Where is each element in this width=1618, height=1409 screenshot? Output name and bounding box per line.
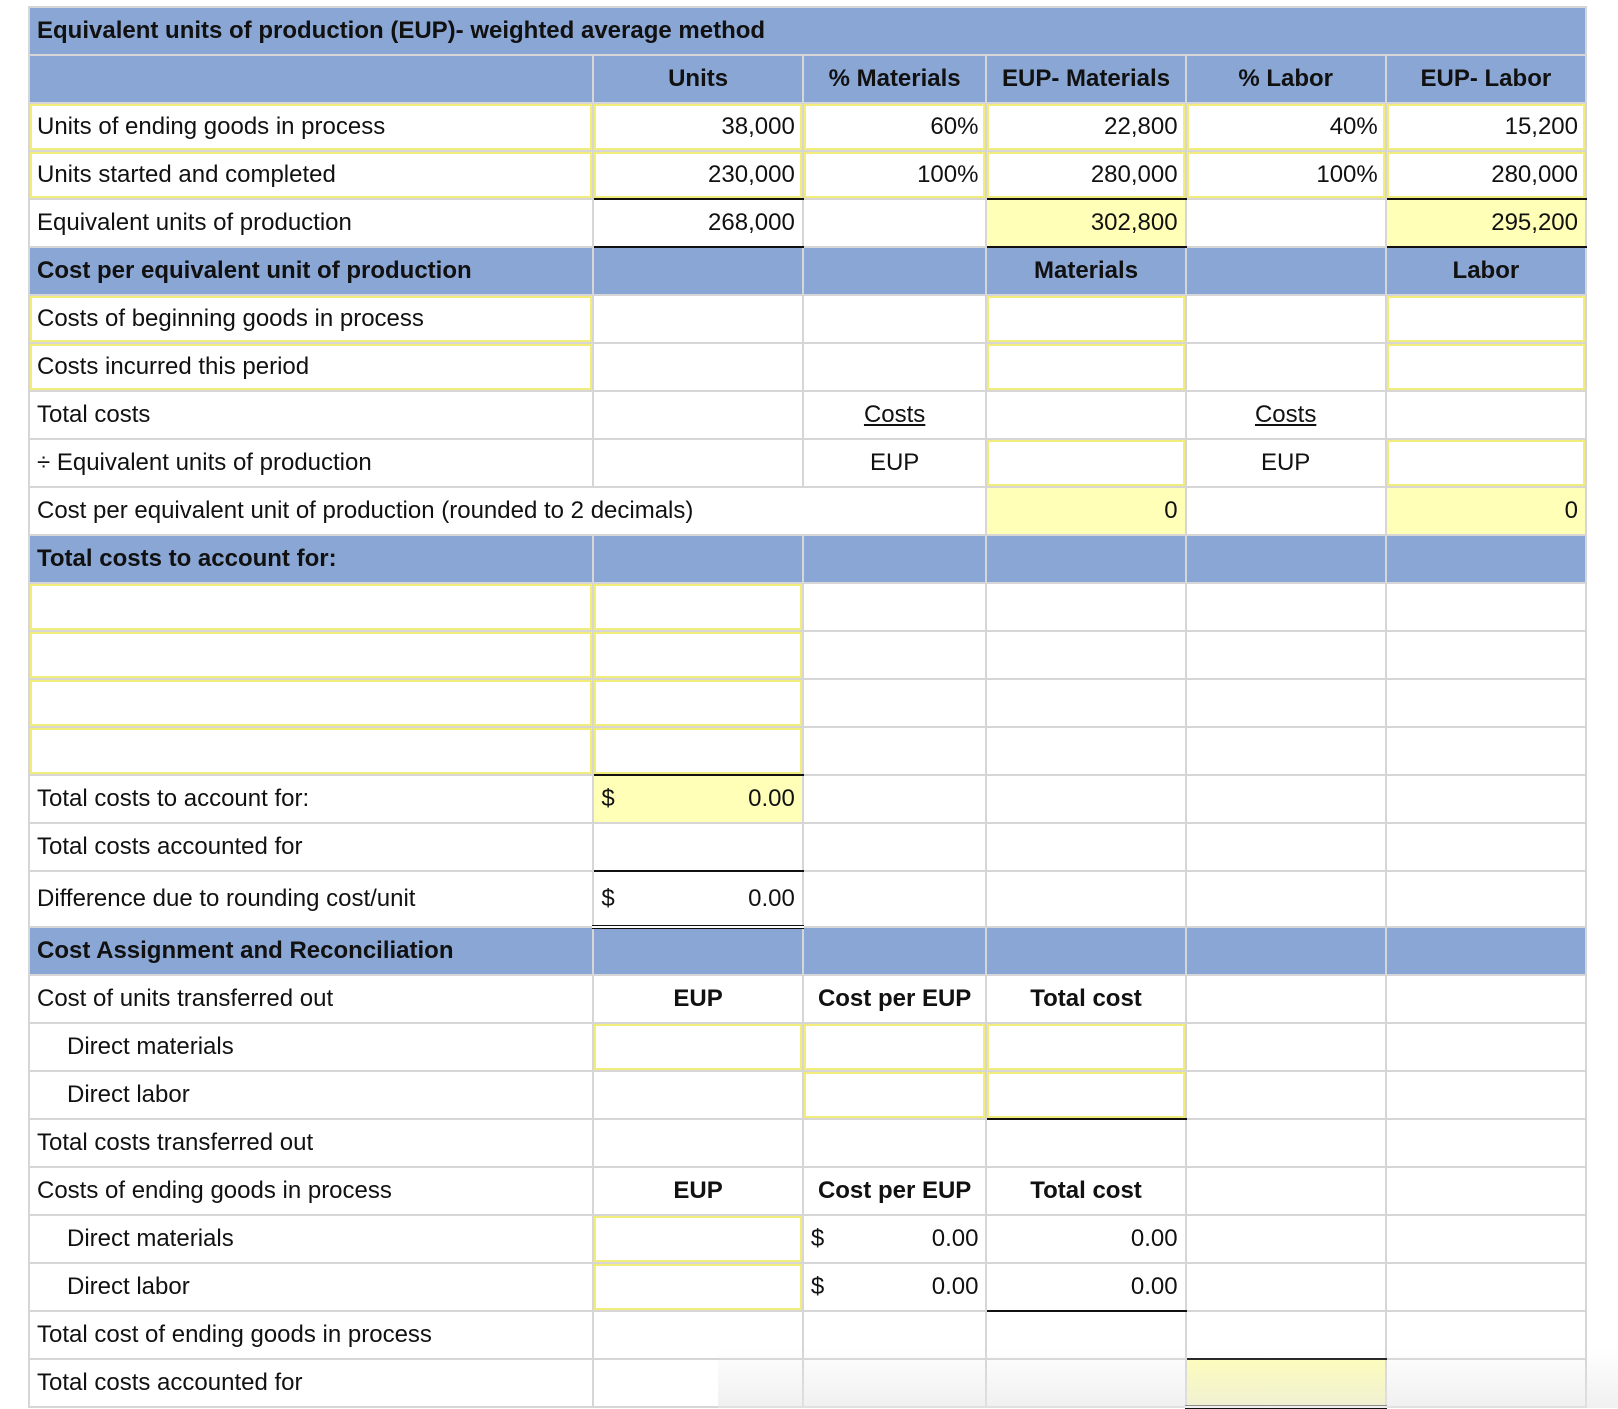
total-costs-label: Total costs [29,391,593,439]
blank-cell [593,1119,802,1167]
started-completed-pct-labor[interactable]: 100% [1186,151,1386,199]
cost-item-1-label-input[interactable] [29,583,593,631]
total-accounted-final-value [1186,1359,1386,1407]
total-to-account-amount: 0.00 [748,785,795,812]
beginning-costs-labor-input[interactable] [1386,295,1586,343]
blank-cell [1386,727,1586,775]
ending-dm-cost-amount: 0.00 [931,1225,979,1252]
assignment-header: Cost Assignment and Reconciliation [29,927,593,975]
eup-worksheet [28,6,1587,1409]
ending-goods-cost-label: Costs of ending goods in process [29,1167,593,1215]
col-units: Units [593,55,802,103]
blank-cell [1386,871,1586,927]
blank-cell [1186,487,1386,535]
blank-cell [1386,1311,1586,1359]
blank-cell [1186,343,1386,391]
total-ending-value [1186,1311,1386,1359]
ending-goods-units[interactable]: 38,000 [593,103,802,151]
ending-dm-total: 0.00 [986,1215,1185,1263]
total-costs-header: Total costs to account for: [29,535,593,583]
blank-cell [1386,975,1586,1023]
blank-cell [1386,1023,1586,1071]
eup-total-blank [803,199,987,247]
blank-cell [803,727,987,775]
blank-cell [986,1359,1185,1407]
blank-cell [1386,583,1586,631]
blank-cell [1386,631,1586,679]
eup-total-label: Equivalent units of production [29,199,593,247]
header-blank [29,55,593,103]
started-completed-label[interactable]: Units started and completed [29,151,593,199]
eup-total-labor: 295,200 [1386,199,1586,247]
difference-value [593,871,802,927]
eup-total-units: 268,000 [593,199,802,247]
ending-dm-cost [803,1215,987,1263]
header-blank [803,927,987,975]
blank-cell [1186,823,1386,871]
header-blank [1386,927,1586,975]
eup-label-labor: EUP [1186,439,1386,487]
blank-cell [986,631,1185,679]
transferred-dl-total-input[interactable] [986,1071,1185,1119]
divide-eup-label: ÷ Equivalent units of production [29,439,593,487]
col-pct-labor: % Labor [1186,55,1386,103]
eup-total-blank-2 [1186,199,1386,247]
labor-cost-per-eup: 0 [1386,487,1586,535]
col-pct-materials: % Materials [803,55,987,103]
blank-cell [593,391,802,439]
rounded-cost-label: Cost per equivalent unit of production (rounded to 2 decimals) [29,487,986,535]
total-accounted-value [593,823,802,871]
ending-col-eup: EUP [593,1167,802,1215]
currency-symbol: $ [601,785,615,812]
transferred-dl-cost-input[interactable] [803,1071,987,1119]
blank-cell [1186,1071,1386,1119]
cost-per-eup-header: Cost per equivalent unit of production [29,247,593,295]
ending-goods-eup-labor[interactable]: 15,200 [1386,103,1586,151]
blank-cell [1186,631,1386,679]
started-completed-eup-labor[interactable]: 280,000 [1386,151,1586,199]
header-blank [803,535,987,583]
difference-amount: 0.00 [748,884,795,912]
transferred-col-total-cost: Total cost [986,975,1185,1023]
blank-cell [1386,1167,1586,1215]
blank-cell [593,439,802,487]
ending-dl-total: 0.00 [986,1263,1185,1311]
transferred-dm-cost-input[interactable] [803,1023,987,1071]
blank-cell [986,583,1185,631]
transferred-col-cost-per-eup: Cost per EUP [803,975,987,1023]
col-eup-labor: EUP- Labor [1386,55,1586,103]
blank-cell [1186,1119,1386,1167]
cost-item-3-value-input[interactable] [593,679,802,727]
incurred-costs-materials-input[interactable] [986,343,1185,391]
ending-dl-cost-amount: 0.00 [931,1273,979,1300]
blank-cell [1386,1359,1586,1407]
labor-header: Labor [1386,247,1586,295]
ending-dm-label: Direct materials [29,1215,593,1263]
blank-cell [986,391,1185,439]
header-blank [593,247,802,295]
cost-item-4-label-input[interactable] [29,727,593,775]
started-completed-pct-materials[interactable]: 100% [803,151,987,199]
header-blank [986,535,1185,583]
blank-cell [986,775,1185,823]
header-blank [593,927,802,975]
transferred-col-eup: EUP [593,975,802,1023]
blank-cell [1386,1215,1586,1263]
incurred-costs-label[interactable]: Costs incurred this period [29,343,593,391]
header-blank [1186,247,1386,295]
blank-cell [1386,679,1586,727]
divide-eup-labor-input[interactable] [1386,439,1586,487]
blank-cell [1186,775,1386,823]
ending-goods-eup-materials[interactable]: 22,800 [986,103,1185,151]
blank-cell [1386,1071,1586,1119]
col-eup-materials: EUP- Materials [986,55,1185,103]
blank-cell [1186,679,1386,727]
blank-cell [986,727,1185,775]
blank-cell [593,1311,802,1359]
blank-cell [1386,1263,1586,1311]
blank-cell [1186,1263,1386,1311]
transferred-dm-eup-input[interactable] [593,1023,802,1071]
beginning-costs-label[interactable]: Costs of beginning goods in process [29,295,593,343]
header-blank [1186,927,1386,975]
total-accounted-final-label: Total costs accounted for [29,1359,593,1407]
blank-cell [593,1071,802,1119]
blank-cell [803,583,987,631]
ending-goods-label[interactable]: Units of ending goods in process [29,103,593,151]
row-eup-total [29,199,1586,247]
currency-symbol: $ [810,1273,825,1300]
ending-dl-cost [803,1263,987,1311]
currency-symbol: $ [601,884,615,912]
blank-cell [1186,1167,1386,1215]
blank-cell [1386,823,1586,871]
cost-item-2-label-input[interactable] [29,631,593,679]
blank-cell [1186,1023,1386,1071]
blank-cell [593,1359,802,1407]
transferred-out-label: Cost of units transferred out [29,975,593,1023]
worksheet-title: Equivalent units of production (EUP)- weighted average method [29,7,1586,55]
blank-cell [1186,727,1386,775]
eup-total-materials: 302,800 [986,199,1185,247]
blank-cell [986,871,1185,927]
blank-cell [803,871,987,927]
blank-cell [803,1359,987,1407]
cost-item-4-value-input[interactable] [593,727,802,775]
beginning-costs-materials-input[interactable] [986,295,1185,343]
blank-cell [1186,871,1386,927]
currency-symbol: $ [810,1225,825,1252]
blank-cell [1386,391,1586,439]
header-blank [1386,535,1586,583]
total-transferred-label: Total costs transferred out [29,1119,593,1167]
total-transferred-value [986,1119,1185,1167]
blank-cell [803,343,987,391]
started-completed-units[interactable]: 230,000 [593,151,802,199]
header-blank [986,927,1185,975]
total-accounted-label: Total costs accounted for [29,823,593,871]
row-started-completed [29,151,1586,199]
ending-col-cost-per-eup: Cost per EUP [803,1167,987,1215]
total-to-account-label: Total costs to account for: [29,775,593,823]
header-blank [1186,535,1386,583]
blank-cell [803,295,987,343]
ending-dl-label: Direct labor [29,1263,593,1311]
cost-item-3-label-input[interactable] [29,679,593,727]
blank-cell [1186,975,1386,1023]
blank-cell [593,343,802,391]
header-blank [593,535,802,583]
blank-cell [1386,1119,1586,1167]
row-ending-goods [29,103,1586,151]
blank-cell [986,823,1185,871]
difference-label: Difference due to rounding cost/unit [29,871,593,927]
blank-cell [803,1119,987,1167]
ending-dl-eup-input[interactable] [593,1263,802,1311]
blank-cell [1386,775,1586,823]
incurred-costs-labor-input[interactable] [1386,343,1586,391]
blank-cell [986,679,1185,727]
cost-item-1-value-input[interactable] [593,583,802,631]
blank-cell [1186,1215,1386,1263]
blank-cell [803,631,987,679]
blank-cell [803,1311,987,1359]
cost-item-2-value-input[interactable] [593,631,802,679]
transferred-dm-label: Direct materials [29,1023,593,1071]
ending-dm-eup-input[interactable] [593,1215,802,1263]
blank-cell [803,775,987,823]
total-to-account-value [593,775,802,823]
materials-header: Materials [986,247,1185,295]
header-blank [803,247,987,295]
ending-col-total-cost: Total cost [986,1167,1185,1215]
blank-cell [803,823,987,871]
costs-label-materials: Costs [803,391,987,439]
transferred-dm-total-input[interactable] [986,1023,1185,1071]
blank-cell [1186,295,1386,343]
blank-cell [803,679,987,727]
divide-eup-materials-input[interactable] [986,439,1185,487]
started-completed-eup-materials[interactable]: 280,000 [986,151,1185,199]
costs-label-labor: Costs [1186,391,1386,439]
blank-cell [986,1311,1185,1359]
eup-label-materials: EUP [803,439,987,487]
total-ending-label: Total cost of ending goods in process [29,1311,593,1359]
ending-goods-pct-labor[interactable]: 40% [1186,103,1386,151]
materials-cost-per-eup: 0 [986,487,1185,535]
blank-cell [593,295,802,343]
blank-cell [1186,583,1386,631]
ending-goods-pct-materials[interactable]: 60% [803,103,987,151]
transferred-dl-label: Direct labor [29,1071,593,1119]
